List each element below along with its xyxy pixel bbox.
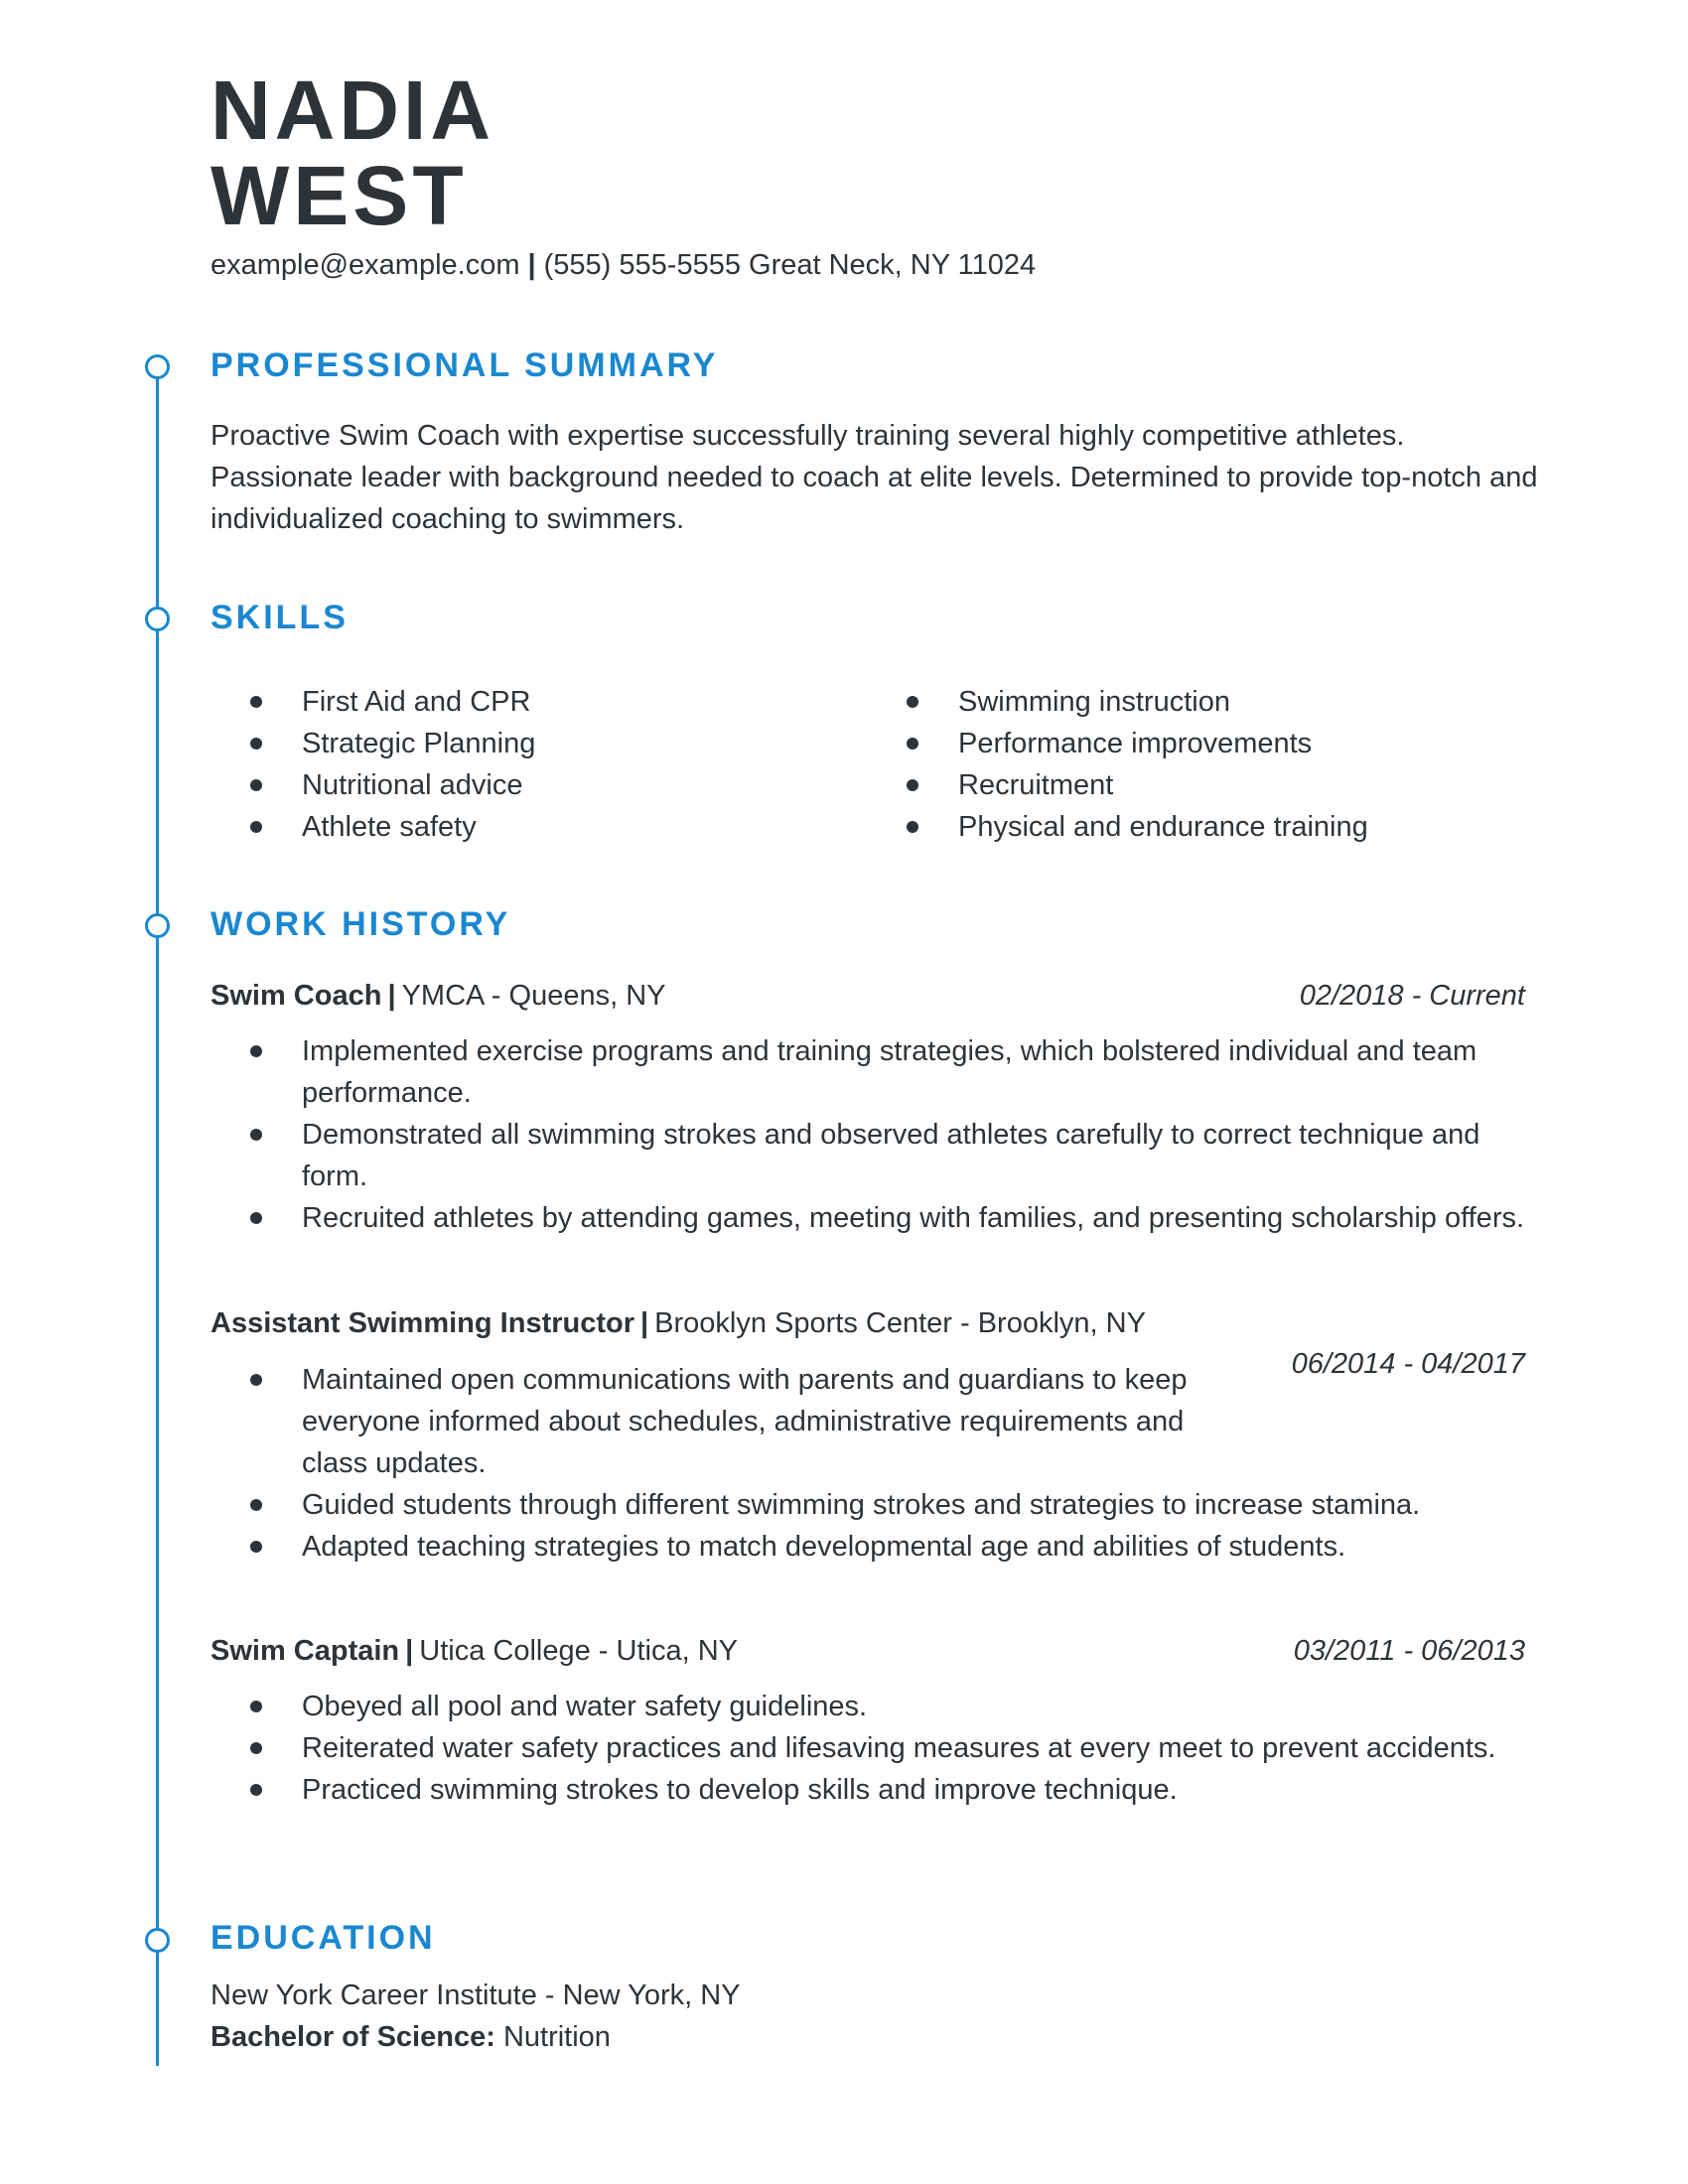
last-name: WEST xyxy=(211,149,468,242)
job-bullet: Demonstrated all swimming strokes and observed athletes carefully to correct technique and form. xyxy=(211,1114,1541,1197)
skills-list-left xyxy=(211,681,826,848)
section-title-skills: SKILLS xyxy=(211,599,349,636)
skills-column-right xyxy=(867,681,1482,848)
education-field: Nutrition xyxy=(502,2021,611,2053)
skill-item: Physical and endurance training xyxy=(867,806,1482,848)
job-bullet: Adapted teaching strategies to match developmental age and abilities of students. xyxy=(211,1526,1541,1568)
job-bullet: Implemented exercise programs and training strategies, which bolstered individual and team performance. xyxy=(211,1030,1541,1114)
job-bullets xyxy=(211,1030,1541,1239)
skill-item: Recruitment xyxy=(867,764,1482,806)
job-employer: Utica College - Utica, NY xyxy=(419,1635,738,1667)
contact-line xyxy=(211,248,1036,282)
job-header xyxy=(211,1630,738,1672)
job-dates: 03/2011 - 06/2013 xyxy=(1293,1635,1525,1667)
timeline-dot-summary xyxy=(145,354,170,379)
job-separator: | xyxy=(640,1307,649,1339)
timeline-dot-skills xyxy=(145,607,170,631)
job-bullet: Obeyed all pool and water safety guidelines. xyxy=(211,1686,1541,1727)
skill-item: Swimming instruction xyxy=(867,681,1482,723)
first-name: NADIA xyxy=(211,64,494,157)
job-dates: 02/2018 - Current xyxy=(1299,980,1525,1012)
job-bullet: Recruited athletes by attending games, meeting with families, and presenting scholarship offers. xyxy=(211,1197,1541,1239)
section-title-education: EDUCATION xyxy=(211,1919,436,1957)
summary-text: Proactive Swim Coach with expertise successfully training several highly competitive athletes. Passionate leader with background needed to coach at elite levels. Determined to provide top-notch and individualized coaching to swimmers. xyxy=(211,420,1538,535)
job-title: Swim Captain xyxy=(211,1635,400,1667)
job-bullets xyxy=(211,1359,1541,1568)
education-degree: Bachelor of Science xyxy=(211,2021,487,2053)
skill-item: Athlete safety xyxy=(211,806,826,848)
skill-item: Strategic Planning xyxy=(211,723,826,764)
job-separator: | xyxy=(387,980,396,1012)
education-degree-separator: : xyxy=(486,2021,495,2053)
job-dates: 06/2014 - 04/2017 xyxy=(1291,1348,1525,1380)
job-bullet: Reiterated water safety practices and lifesaving measures at every meet to prevent accidents. xyxy=(211,1727,1541,1769)
job-header xyxy=(211,975,666,1017)
skill-item: Nutritional advice xyxy=(211,764,826,806)
skill-item: First Aid and CPR xyxy=(211,681,826,723)
email: example@example.com xyxy=(211,249,520,281)
section-title-work: WORK HISTORY xyxy=(211,905,511,943)
job-bullet: Guided students through different swimming strokes and strategies to increase stamina. xyxy=(211,1484,1541,1526)
contact-separator: | xyxy=(527,249,536,281)
job-bullets xyxy=(211,1686,1541,1811)
job-title: Swim Coach xyxy=(211,980,382,1012)
education-degree-line xyxy=(211,2016,611,2058)
job-employer: Brooklyn Sports Center - Brooklyn, NY xyxy=(654,1307,1146,1339)
timeline-dot-work xyxy=(145,913,170,938)
job-separator: | xyxy=(405,1635,414,1667)
education-school: New York Career Institute - New York, NY xyxy=(211,1979,741,2011)
job-bullet: Maintained open communications with parents and guardians to keep everyone informed about schedules, administrative requirements and class updates. xyxy=(211,1359,1541,1484)
job-bullet: Practiced swimming strokes to develop skills and improve technique. xyxy=(211,1769,1541,1811)
skills-list-right xyxy=(867,681,1482,848)
phone-location: (555) 555-5555 Great Neck, NY 11024 xyxy=(543,249,1037,281)
skill-item: Performance improvements xyxy=(867,723,1482,764)
job-title: Assistant Swimming Instructor xyxy=(211,1307,635,1339)
job-employer: YMCA - Queens, NY xyxy=(401,980,666,1012)
candidate-name xyxy=(211,64,494,242)
job-header xyxy=(211,1302,1146,1344)
timeline-dot-education xyxy=(145,1928,170,1953)
section-title-summary: PROFESSIONAL SUMMARY xyxy=(211,346,719,384)
skills-column-left xyxy=(211,681,826,848)
